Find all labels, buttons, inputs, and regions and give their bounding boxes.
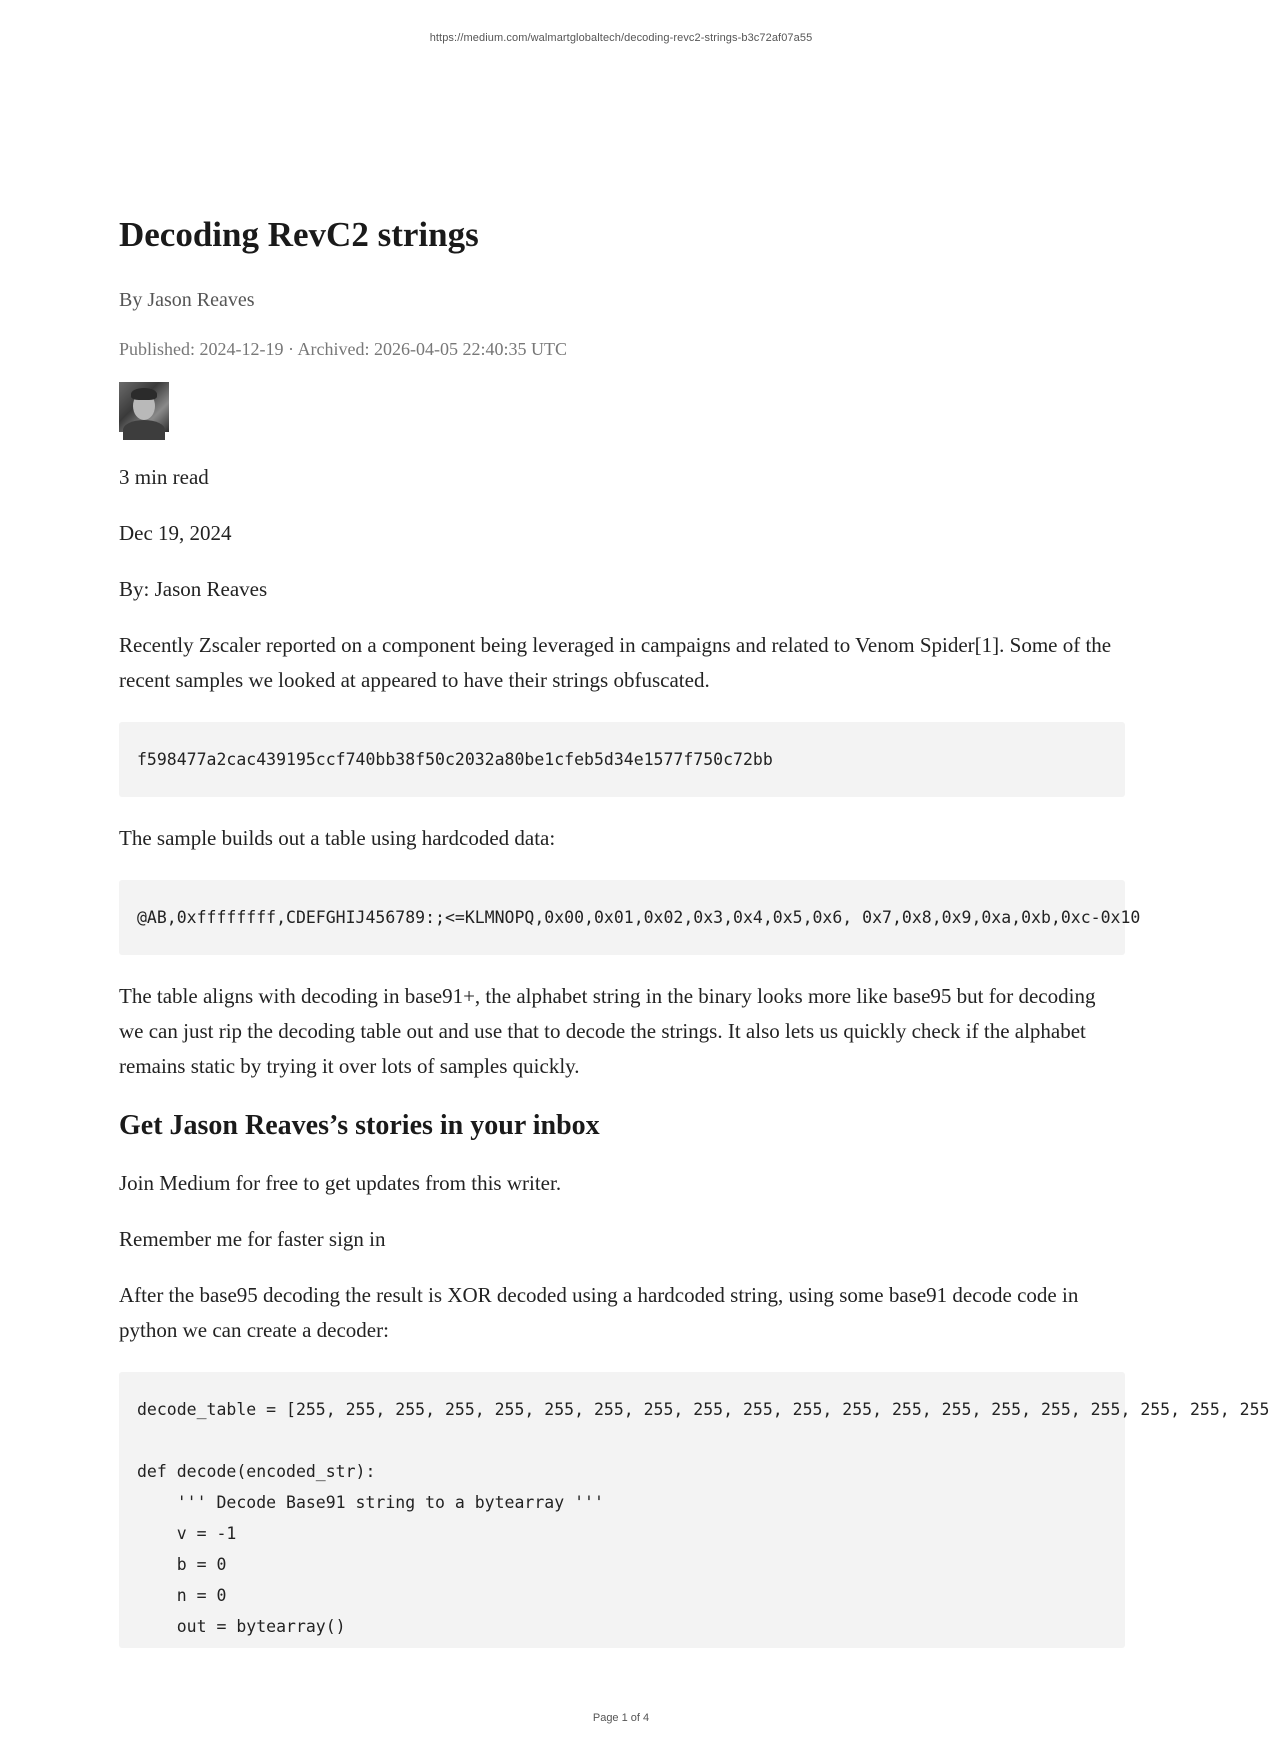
paragraph-table: The sample builds out a table using hardcoded data: bbox=[119, 826, 556, 850]
code-block-decoder: decode_table = [255, 255, 255, 255, 255, 255, 255, 255, 255, 255, 255, 255, 255, 255, 255, 255, 255, 255, 255, 255 def decode(encoded_str): ''' Decode Base91 string to a bytearray ''' v = -1 b = 0 n = 0 out = bytearray() bbox=[119, 1372, 1125, 1648]
avatar-hair bbox=[131, 388, 157, 400]
paragraph-xor: After the base95 decoding the result is XOR decoded using a hardcoded string, using some base91 decode code in python we can create a decoder: bbox=[119, 1283, 1079, 1342]
page-url: https://medium.com/walmartglobaltech/decoding-revc2-strings-b3c72af07a55 bbox=[429, 32, 813, 44]
article-date: Dec 19, 2024 bbox=[119, 521, 232, 545]
avatar-shoulders bbox=[123, 420, 165, 440]
code-block-table: @AB,0xffffffff,CDEFGHIJ456789:;<=KLMNOPQ,0x00,0x01,0x02,0x3,0x4,0x5,0x6, 0x7,0x8,0x9,0xa,0xb,0xc-0x10 bbox=[119, 880, 1125, 955]
code-block-hash: f598477a2cac439195ccf740bb38f50c2032a80be1cfeb5d34e1577f750c72bb bbox=[119, 722, 1125, 797]
publish-meta: Published: 2024-12-19 · Archived: 2026-04-05 22:40:35 UTC bbox=[119, 339, 567, 359]
paragraph-base91: The table aligns with decoding in base91+, the alphabet string in the binary looks more like base95 but for decoding we can just rip the decoding table out and use that to decode the strings. It also lets us quickly check if the alphabet remains static by trying it over lots of samples quickly. bbox=[119, 984, 1096, 1078]
article bbox=[119, 212, 1269, 1648]
join-medium-text: Join Medium for free to get updates from this writer. bbox=[119, 1171, 562, 1195]
author-line: By: Jason Reaves bbox=[119, 577, 268, 601]
article-title: Decoding RevC2 strings bbox=[119, 215, 479, 254]
remember-me-text: Remember me for faster sign in bbox=[119, 1227, 386, 1251]
paragraph-intro: Recently Zscaler reported on a component being leveraged in campaigns and related to Venom Spider[1]. Some of the recent samples we looked at appeared to have their strings obfuscated. bbox=[119, 633, 1112, 692]
byline: By Jason Reaves bbox=[119, 289, 255, 311]
read-time: 3 min read bbox=[119, 465, 209, 489]
page-number: Page 1 of 4 bbox=[592, 1712, 650, 1724]
newsletter-heading: Get Jason Reaves’s stories in your inbox bbox=[119, 1110, 600, 1141]
author-avatar[interactable] bbox=[119, 382, 169, 432]
